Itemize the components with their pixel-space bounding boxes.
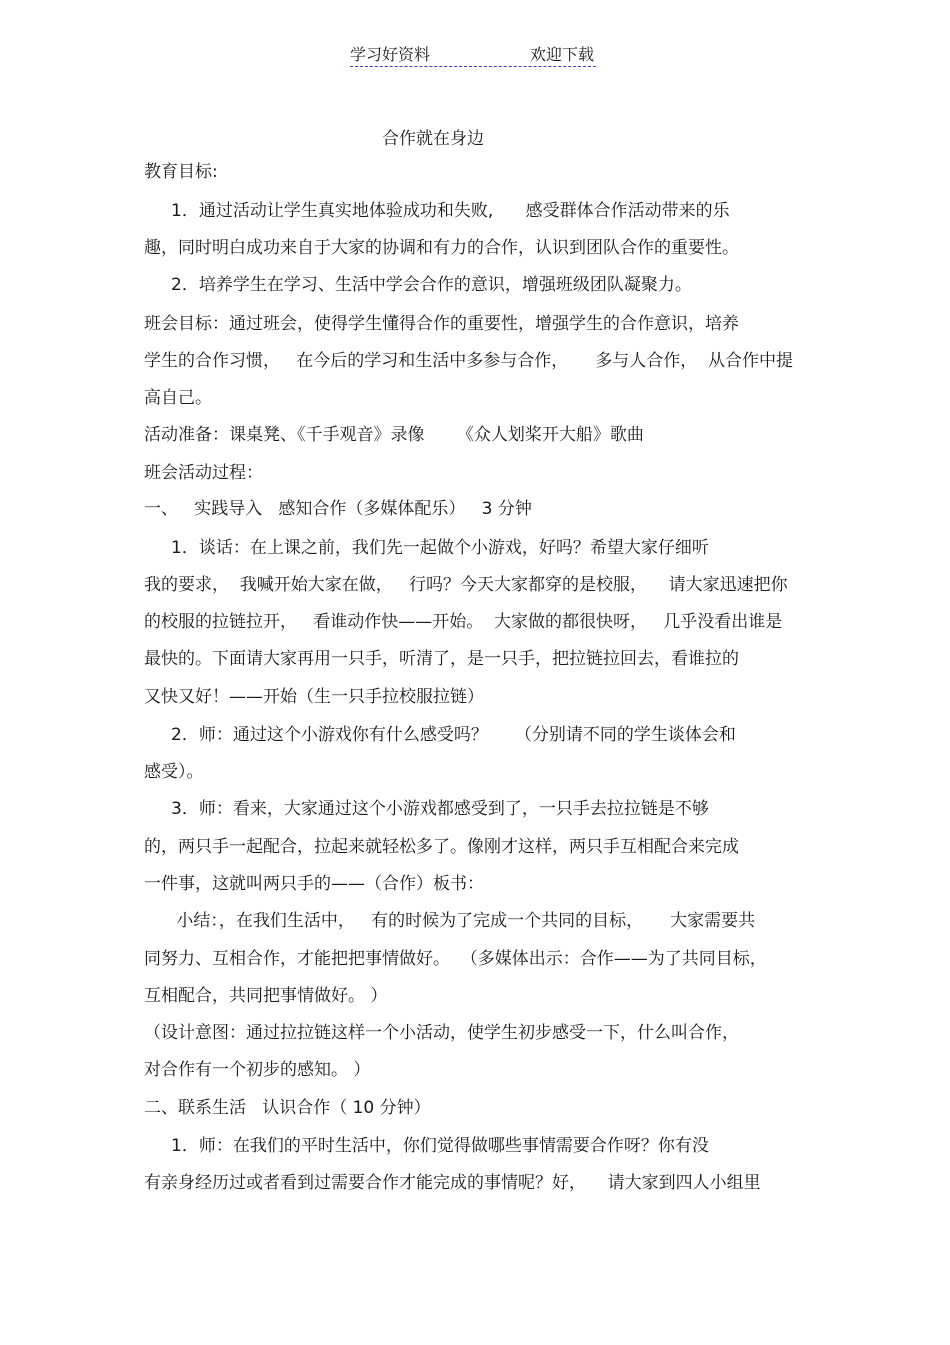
text-line: 3．师：看来，大家通过这个小游戏都感受到了，一只手去拉拉链是不够 bbox=[144, 799, 709, 819]
text-line: 教育目标: bbox=[144, 162, 218, 182]
text-line: 的，两只手一起配合，拉起来就轻松多了。像刚才这样，两只手互相配合来完成 bbox=[144, 837, 739, 857]
text-line: 我的要求， 我喊开始大家在做， 行吗？今天大家都穿的是校服， 请大家迅速把你 bbox=[144, 575, 788, 595]
text-line: 趣，同时明白成功来自于大家的协调和有力的合作，认识到团队合作的重要性。 bbox=[144, 238, 739, 258]
header-left-text: 学习好资料 bbox=[350, 45, 431, 64]
text-line: 感受）。 bbox=[144, 762, 204, 782]
text-line: 又快又好！——开始（生一只手拉校服拉链） bbox=[144, 687, 484, 707]
page-header bbox=[350, 42, 596, 67]
document-title: 合作就在身边 bbox=[382, 129, 484, 149]
text-line: 2．培养学生在学习、生活中学会合作的意识，增强班级团队凝聚力。 bbox=[144, 275, 692, 295]
text-line: 小结：，在我们生活中， 有的时候为了完成一个共同的目标， 大家需要共 bbox=[144, 911, 756, 931]
text-line: 2．师：通过这个小游戏你有什么感受吗？ （分别请不同的学生谈体会和 bbox=[144, 725, 736, 745]
header-right-text: 欢迎下载 bbox=[529, 45, 594, 64]
text-line: 对合作有一个初步的感知。 ） bbox=[144, 1060, 371, 1080]
text-line: 高自己。 bbox=[144, 388, 212, 408]
text-line: 最快的。下面请大家再用一只手，听清了，是一只手，把拉链拉回去，看谁拉的 bbox=[144, 649, 739, 669]
text-line: （设计意图：通过拉拉链这样一个小活动，使学生初步感受一下，什么叫合作， bbox=[144, 1023, 739, 1043]
text-line: 1．通过活动让学生真实地体验成功和失败, 感受群体合作活动带来的乐 bbox=[144, 201, 730, 221]
text-line: 的校服的拉链拉开， 看谁动作快——开始。 大家做的都很快呀， 几乎没看出谁是 bbox=[144, 612, 783, 632]
section-heading: 一、 实践导入 感知合作（多媒体配乐） 3 分钟 bbox=[144, 499, 532, 519]
text-line: 1．谈话：在上课之前，我们先一起做个小游戏，好吗？希望大家仔细听 bbox=[144, 538, 709, 558]
text-line: 班会目标：通过班会，使得学生懂得合作的重要性，增强学生的合作意识，培养 bbox=[144, 314, 739, 334]
text-line: 一件事，这就叫两只手的——（合作）板书： bbox=[144, 874, 484, 894]
text-line: 有亲身经历过或者看到过需要合作才能完成的事情呢？好， 请大家到四人小组里 bbox=[144, 1173, 761, 1193]
text-line: 1．师：在我们的平时生活中，你们觉得做哪些事情需要合作呀？你有没 bbox=[144, 1136, 709, 1156]
text-line: 学生的合作习惯， 在今后的学习和生活中多参与合作， 多与人合作， 从合作中提 bbox=[144, 351, 794, 371]
text-line: 同努力、互相合作，才能把把事情做好。 （多媒体出示：合作——为了共同目标， bbox=[144, 949, 767, 969]
section-heading: 二、联系生活 认识合作（ 10 分钟） bbox=[144, 1098, 431, 1118]
text-line: 活动准备：课桌凳、《千手观音》录像 《众人划桨开大船》歌曲 bbox=[144, 425, 644, 445]
text-line: 互相配合，共同把事情做好。 ） bbox=[144, 986, 388, 1006]
text-line: 班会活动过程： bbox=[144, 463, 263, 483]
